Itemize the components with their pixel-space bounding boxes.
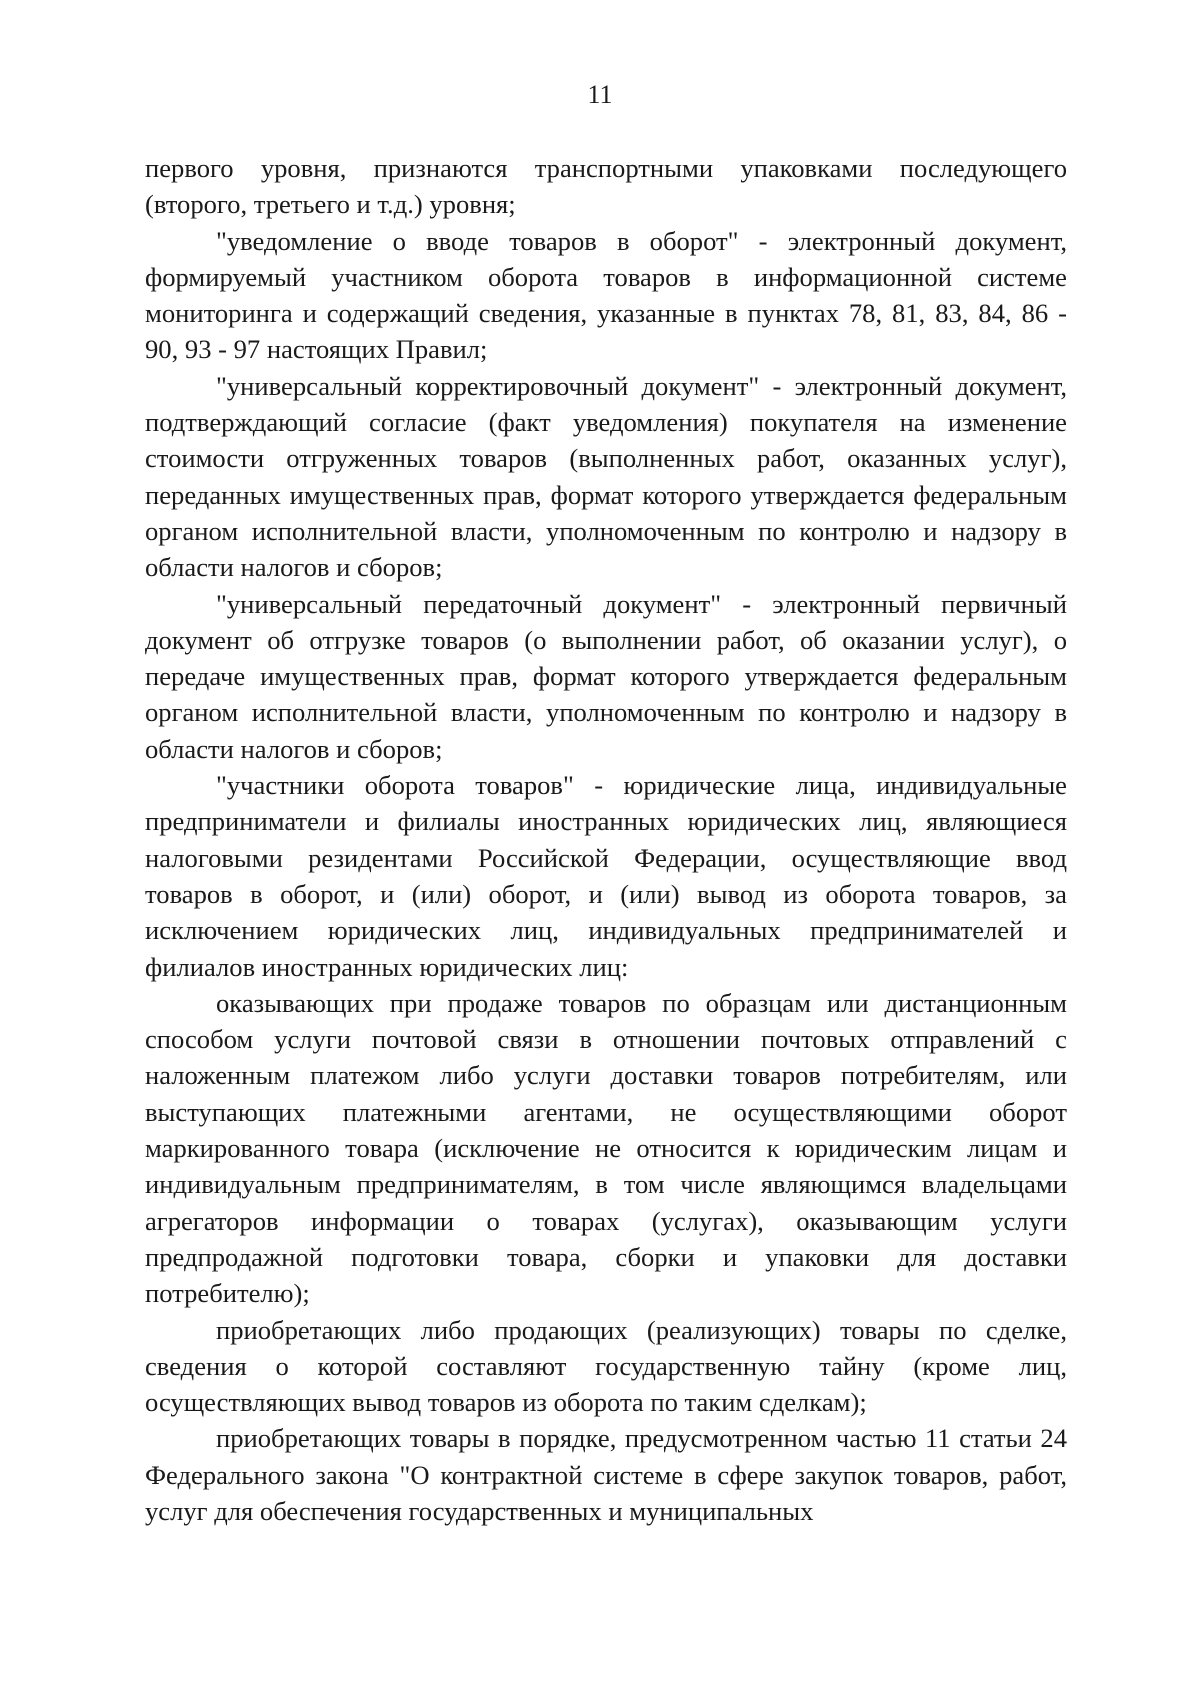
document-body xyxy=(145,150,1067,1529)
paragraph-universal-correction-document: "универсальный корректировочный документ" - электронный документ, подтверждающий согласие (факт уведомления) покупателя на изменение стоимости отгруженных товаров (выполненных работ, оказанных услуг), переданных имущественных прав, формат которого утверждается федеральным органом исполнительной власти, уполномоченным по контролю и надзору в области налогов и сборов; xyxy=(145,370,1067,583)
paragraph-continuation: первого уровня, признаются транспортными упаковками последующего (второго, третьего и т.д.) уровня; xyxy=(145,153,1067,220)
paragraph-exception-postal-services: оказывающих при продаже товаров по образцам или дистанционным способом услуги почтовой связи в отношении почтовых отправлений с наложенным платежом либо услуги доставки товаров потребителям, или выступающих платежными агентами, не осуществляющими оборот маркированного товара (исключение не относится к юридическим лицам и индивидуальным предпринимателям, в том числе являющимся владельцами агрегаторов информации о товарах (услугах), оказывающим услуги предпродажной подготовки товара, сборки и упаковки для доставки потребителю); xyxy=(145,987,1067,1309)
page-number: 11 xyxy=(587,80,613,109)
paragraph-turnover-participants: "участники оборота товаров" - юридические лица, индивидуальные предприниматели и филиалы иностранных юридических лиц, являющиеся налоговыми резидентами Российской Федерации, осуществляющие ввод товаров в оборот, и (или) оборот, и (или) вывод из оборота товаров, за исключением юридических лиц, индивидуальных предпринимателей и филиалов иностранных юридических лиц: xyxy=(145,770,1067,982)
paragraph-universal-transfer-document: "универсальный передаточный документ" - электронный первичный документ об отгрузке товаров (о выполнении работ, об оказании услуг), о передаче имущественных прав, формат которого утверждается федеральным органом исполнительной власти, уполномоченным по контролю и надзору в области налогов и сборов; xyxy=(145,588,1067,764)
paragraph-entry-notification: "уведомление о вводе товаров в оборот" - электронный документ, формируемый участником оборота товаров в информационной системе мониторинга и содержащий сведения, указанные в пунктах 78, 81, 83, 84, 86 - 90, 93 - 97 настоящих Правил; xyxy=(145,225,1067,365)
paragraph-exception-procurement: приобретающих товары в порядке, предусмотренном частью 11 статьи 24 Федерального закона "О контрактной системе в сфере закупок товаров, работ, услуг для обеспечения государственных и муниципальных xyxy=(145,1423,1067,1526)
paragraph-exception-state-secret: приобретающих либо продающих (реализующих) товары по сделке, сведения о которой составляют государственную тайну (кроме лиц, осуществляющих вывод товаров из оборота по таким сделкам); xyxy=(145,1314,1067,1418)
